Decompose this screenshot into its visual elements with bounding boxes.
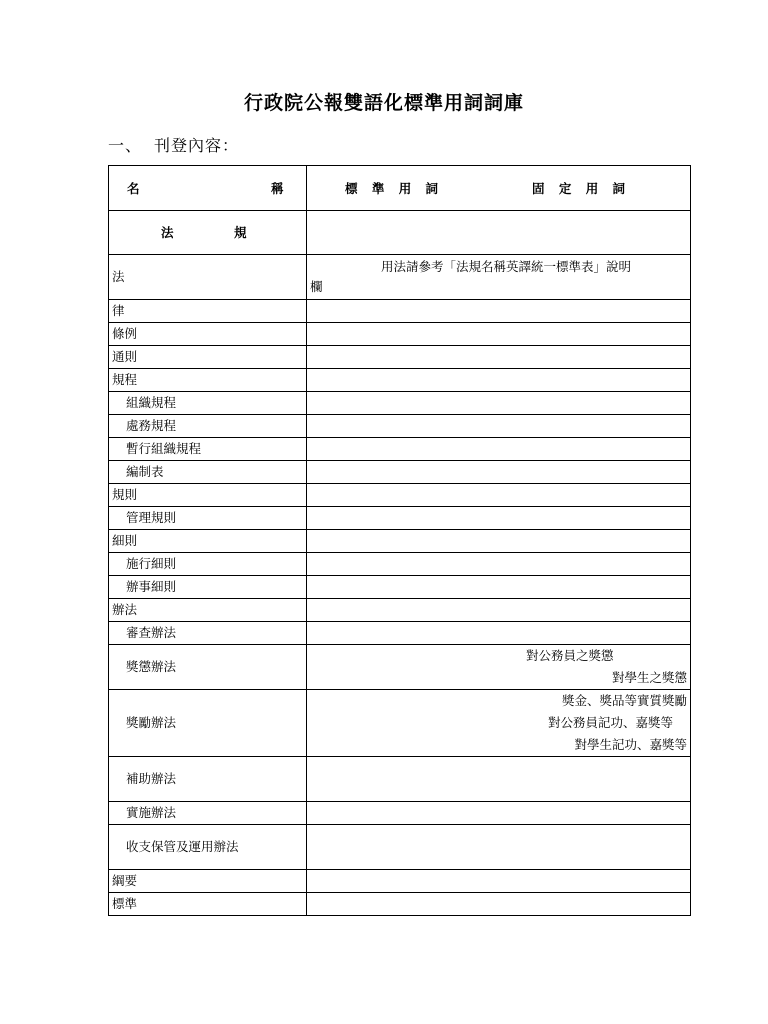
term-name: 通則 — [109, 346, 307, 369]
category-label-a: 法 — [161, 225, 174, 240]
section-title: 刊登內容： — [154, 136, 240, 155]
table-row — [109, 346, 691, 369]
header-name-cell — [109, 166, 307, 211]
table-row — [109, 622, 691, 645]
category-empty-cell — [307, 211, 691, 255]
header-standard-terms: 標 準 用 詞 — [345, 181, 439, 196]
header-name-a: 名 — [127, 181, 140, 196]
term-value — [307, 757, 691, 802]
law-note-line1: 用法請參考「法規名稱英譯統一標準表」說明 — [381, 259, 632, 274]
term-name: 規則 — [109, 484, 307, 507]
reward-line1: 獎金、獎品等實質獎勵 — [561, 693, 687, 708]
term-name: 律 — [109, 300, 307, 323]
term-name: 標準 — [109, 893, 307, 916]
term-name: 綱要 — [109, 870, 307, 893]
term-name: 法 — [109, 255, 307, 300]
term-value — [307, 438, 691, 461]
table-row — [109, 484, 691, 507]
table-row — [109, 870, 691, 893]
term-name: 實施辦法 — [109, 802, 307, 825]
terms-table — [108, 165, 691, 916]
term-value — [307, 484, 691, 507]
term-value — [307, 825, 691, 870]
table-header-row — [109, 166, 691, 211]
term-name: 條例 — [109, 323, 307, 346]
table-row-penalty — [109, 645, 691, 690]
term-value — [307, 300, 691, 323]
table-row — [109, 300, 691, 323]
term-name: 收支保管及運用辦法 — [109, 825, 307, 870]
term-value — [307, 530, 691, 553]
reward-values-cell — [307, 690, 691, 757]
term-name: 審查辦法 — [109, 622, 307, 645]
term-name: 組織規程 — [109, 392, 307, 415]
table-row-reward — [109, 690, 691, 757]
table-row-fund — [109, 825, 691, 870]
penalty-line1: 對公務員之獎懲 — [526, 648, 614, 663]
table-row — [109, 323, 691, 346]
table-row — [109, 599, 691, 622]
table-row-subsidy — [109, 757, 691, 802]
table-row — [109, 392, 691, 415]
penalty-line2: 對學生之獎懲 — [611, 670, 687, 685]
term-value — [307, 346, 691, 369]
law-note-cell — [307, 255, 691, 300]
term-name: 補助辦法 — [109, 757, 307, 802]
term-name: 辦法 — [109, 599, 307, 622]
document-title: 行政院公報雙語化標準用詞詞庫 — [243, 92, 524, 114]
term-name: 暫行組織規程 — [109, 438, 307, 461]
penalty-values-cell — [307, 645, 691, 690]
table-row-implementation — [109, 802, 691, 825]
term-name: 辦事細則 — [109, 576, 307, 599]
term-value — [307, 893, 691, 916]
category-label-cell — [109, 211, 307, 255]
term-value — [307, 553, 691, 576]
table-row — [109, 461, 691, 484]
header-terms-cell — [307, 166, 691, 211]
term-value — [307, 870, 691, 893]
header-fixed-terms: 固 定 用 詞 — [532, 181, 626, 196]
table-row — [109, 507, 691, 530]
section-number: 一、 — [108, 136, 143, 155]
category-row — [109, 211, 691, 255]
header-name-b: 稱 — [271, 181, 284, 196]
term-name: 管理規則 — [109, 507, 307, 530]
term-name: 施行細則 — [109, 553, 307, 576]
table-row — [109, 438, 691, 461]
table-row-law — [109, 255, 691, 300]
term-value — [307, 622, 691, 645]
term-value — [307, 415, 691, 438]
reward-line2: 對公務員記功、嘉獎等 — [547, 715, 673, 730]
law-note-line2: 欄 — [310, 279, 323, 294]
table-row — [109, 553, 691, 576]
term-value — [307, 576, 691, 599]
term-name: 處務規程 — [109, 415, 307, 438]
reward-line3: 對學生記功、嘉獎等 — [574, 737, 687, 752]
term-value — [307, 599, 691, 622]
term-name: 規程 — [109, 369, 307, 392]
term-name: 編制表 — [109, 461, 307, 484]
table-row — [109, 369, 691, 392]
table-row — [109, 576, 691, 599]
table-row — [109, 415, 691, 438]
section-heading — [108, 133, 239, 156]
term-name: 獎懲辦法 — [109, 645, 307, 690]
term-name: 獎勵辦法 — [109, 690, 307, 757]
term-value — [307, 461, 691, 484]
term-value — [307, 392, 691, 415]
table-row — [109, 530, 691, 553]
table-row — [109, 893, 691, 916]
term-value — [307, 802, 691, 825]
term-value — [307, 507, 691, 530]
term-name: 細則 — [109, 530, 307, 553]
term-value — [307, 323, 691, 346]
term-value — [307, 369, 691, 392]
category-label-b: 規 — [234, 225, 247, 240]
